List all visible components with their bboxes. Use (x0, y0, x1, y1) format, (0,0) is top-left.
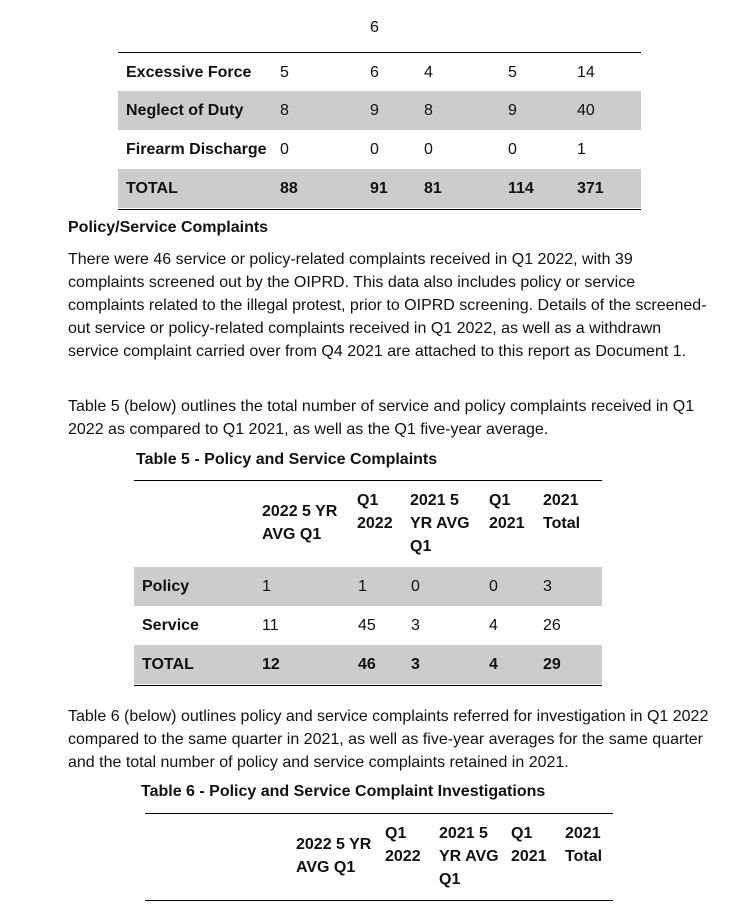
table-row (118, 52, 641, 91)
cell-value: 12 (262, 656, 280, 673)
column-header: 2021 5 YR AVG Q1 (439, 825, 499, 888)
table-bottom-rule (118, 209, 641, 210)
column-header: Q1 2021 (489, 492, 525, 532)
cell-value: 4 (424, 64, 433, 81)
cell-value: 14 (577, 64, 595, 81)
cell-value: 46 (358, 656, 376, 673)
table-row (118, 130, 641, 169)
table-header-rule (145, 900, 613, 901)
cell-value: 1 (262, 578, 271, 595)
cell-value: 81 (424, 180, 442, 197)
column-header: Q1 2021 (511, 825, 547, 865)
column-header: Q1 2022 (385, 825, 421, 865)
row-label: TOTAL (126, 180, 178, 197)
paragraph: Table 5 (below) outlines the total number of service and policy complaints received in Q1 2022 as compared to Q1 2021, as well as the Q1 five-year average. (68, 398, 695, 438)
cell-value: 3 (411, 617, 420, 634)
cell-value: 26 (543, 617, 561, 634)
table-6-title: Table 6 - Policy and Service Complaint Investigations (141, 783, 546, 800)
cell-value: 45 (358, 617, 376, 634)
cell-value: 9 (370, 102, 379, 119)
cell-value: 6 (370, 64, 379, 81)
cell-value: 0 (280, 141, 289, 158)
column-header: Q1 2022 (357, 492, 393, 532)
paragraph: There were 46 service or policy-related complaints received in Q1 2022, with 39 complaints screened out by the OIPRD. This data also includes policy or service complaints related to the illegal protest, prior to OIPRD screening. Details of the screened-out service or policy-related complaints received in Q1 2022, as well as a withdrawn service complaint carried over from Q4 2021 are attached to this report as Document 1. (68, 251, 707, 360)
cell-value: 8 (280, 102, 289, 119)
cell-value: 0 (370, 141, 379, 158)
row-label: Firearm Discharge (126, 141, 267, 158)
cell-value: 1 (577, 141, 586, 158)
cell-value: 0 (411, 578, 420, 595)
cell-value: 4 (489, 617, 498, 634)
cell-value: 3 (543, 578, 552, 595)
cell-value: 0 (508, 141, 517, 158)
column-header: 2021 5 YR AVG Q1 (410, 492, 470, 555)
cell-value: 91 (370, 180, 388, 197)
table-row-total (134, 645, 602, 684)
cell-value: 40 (577, 102, 595, 119)
cell-value: 88 (280, 180, 298, 197)
cell-value: 9 (508, 102, 517, 119)
row-label: Policy (142, 578, 190, 595)
cell-value: 0 (489, 578, 498, 595)
cell-value: 5 (280, 64, 289, 81)
cell-value: 8 (424, 102, 433, 119)
cell-value: 29 (543, 656, 561, 673)
cell-value: 4 (489, 656, 498, 673)
column-header: 2021 Total (543, 492, 581, 532)
cell-value: 114 (508, 180, 534, 197)
cell-value: 11 (262, 617, 279, 634)
row-label: Service (142, 617, 199, 634)
table-row (118, 91, 641, 130)
cell-value: 0 (424, 141, 433, 158)
column-header: 2022 5 YR AVG Q1 (262, 503, 338, 543)
cell-value: 3 (411, 656, 420, 673)
table-bottom-rule (134, 685, 602, 686)
cell-value: 1 (358, 578, 367, 595)
page-number: 6 (370, 19, 379, 36)
table-row-total (118, 169, 641, 208)
table-row (134, 606, 602, 645)
column-header: 2021 Total (565, 825, 603, 865)
section-heading: Policy/Service Complaints (68, 219, 269, 236)
paragraph: Table 6 (below) outlines policy and service complaints referred for investigation in Q1 2022 compared to the same quarter in 2021, as well as five-year averages for the same quarter and the total number of policy and service complaints retained in 2021. (68, 708, 709, 771)
row-label: Excessive Force (126, 64, 252, 81)
table-5-title: Table 5 - Policy and Service Complaints (136, 451, 438, 468)
table-row (134, 567, 602, 606)
row-label: TOTAL (142, 656, 194, 673)
table-top-rule (145, 813, 613, 814)
column-header: 2022 5 YR AVG Q1 (296, 836, 372, 876)
cell-value: 371 (577, 180, 604, 197)
row-label: Neglect of Duty (126, 102, 244, 119)
table-top-rule (134, 480, 602, 481)
cell-value: 5 (508, 64, 517, 81)
